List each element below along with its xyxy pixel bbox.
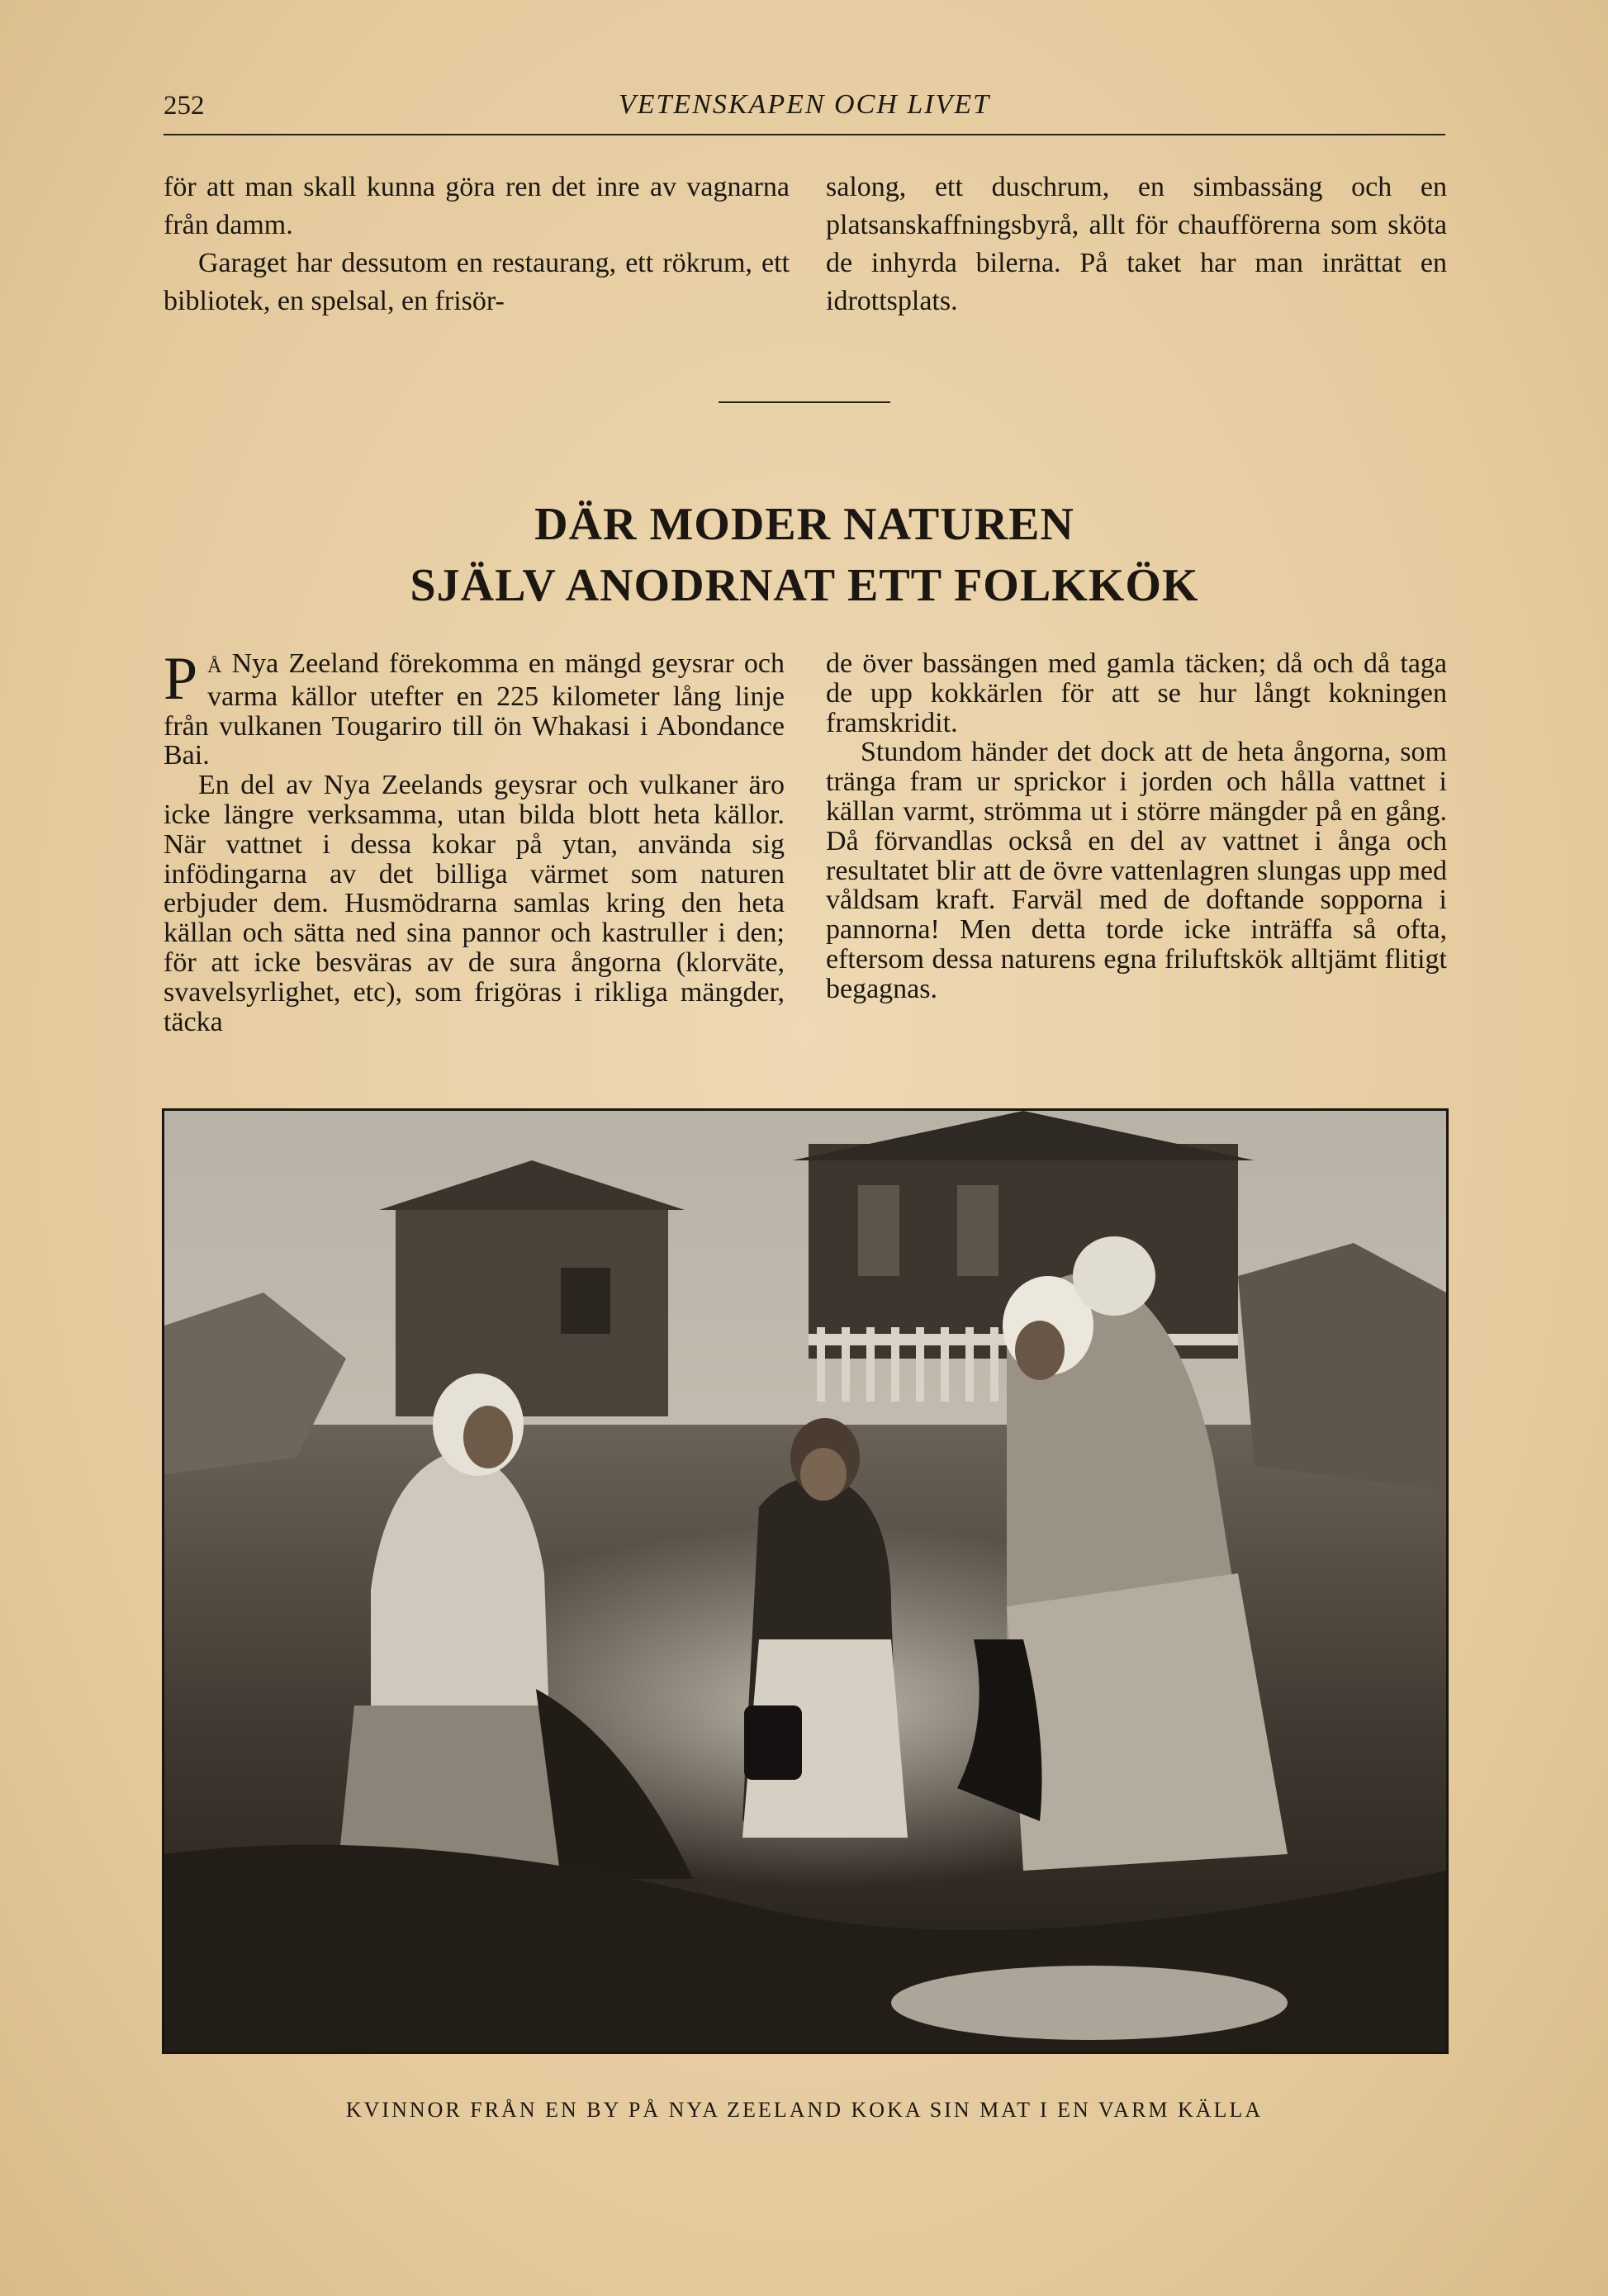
headline-line-2: SJÄLV ANODRNAT ETT FOLKKÖK <box>410 560 1199 611</box>
article-headline <box>164 494 1445 616</box>
section-divider <box>719 401 890 403</box>
article-right-paragraph-2: Stundom händer det dock att de heta ångorna, som tränga fram ur sprickor i jorden och hålla vattnet i källan varmt, strömma ut i större mängder på en gång. Då förvandlas också en del av vattnet i ånga och resultatet blir att de övre vattenlagren slungas upp med våldsam kraft. Farväl med de doftande sopporna i pannorna! Men detta torde icke inträffa så ofta, eftersom dessa naturens egna friluftskök alltjämt flitigt begagnas. <box>826 737 1447 1004</box>
drop-cap: P <box>164 645 198 713</box>
foreground-rock <box>891 1966 1288 2040</box>
house-left <box>379 1160 685 1416</box>
top-left-column <box>164 168 790 320</box>
top-right-column <box>826 168 1447 320</box>
photo-caption: KVINNOR FRÅN EN BY PÅ NYA ZEELAND KOKA SIN MAT I EN VARM KÄLLA <box>345 2098 1264 2122</box>
bushes-right <box>1238 1243 1446 1491</box>
top-left-paragraph-1: för att man skall kunna göra ren det inre av vagnarna från damm. <box>164 172 790 240</box>
article-lead-paragraph <box>164 645 785 771</box>
article-right-column <box>826 649 1447 1004</box>
headline-line-1: DÄR MODER NATUREN <box>534 499 1074 550</box>
page-number: 252 <box>164 91 205 121</box>
photo-illustration <box>164 1111 1446 2052</box>
article-right-paragraph-1: de över bassängen med gamla täcken; då och då taga de upp kokkärlen för att se hur långt kokningen framskridit. <box>826 648 1447 738</box>
article-photograph <box>162 1108 1449 2054</box>
article-left-column <box>164 645 785 1037</box>
article-left-paragraph-2: En del av Nya Zeelands geysrar och vulkaner äro icke längre verksamma, utan bilda blott heta källor. När vattnet i dessa kokar på ytan, använda sig infödingarna av det billiga värmet som naturen erbjuder dem. Husmödrarna samlas kring den heta källan och sätta ned sina pannor och kastruller i den; för att icke besväras av de sura ångorna (klorväte, svavelsyrlighet, etc), som frigöras i rikliga mängder, täcka <box>164 770 785 1037</box>
lead-text: Nya Zeeland förekomma en mängd geysrar och varma källor utefter en 225 kilometer lång linje från vulkanen Tougariro till ön Whakasi i Abondance Bai. <box>164 648 785 771</box>
running-title: VETENSKAPEN OCH LIVET <box>618 89 991 120</box>
lead-smallcap: Å <box>207 656 222 677</box>
top-right-paragraph-1: salong, ett duschrum, en simbassäng och en platsanskaffningsbyrå, allt för chaufförerna som sköta de inhyrda bilerna. På taket har man inrättat en idrottsplats. <box>826 172 1447 316</box>
page-header <box>164 83 1445 135</box>
top-left-paragraph-2: Garaget har dessutom en restaurang, ett rökrum, ett bibliotek, en spelsal, en frisör- <box>164 248 790 316</box>
